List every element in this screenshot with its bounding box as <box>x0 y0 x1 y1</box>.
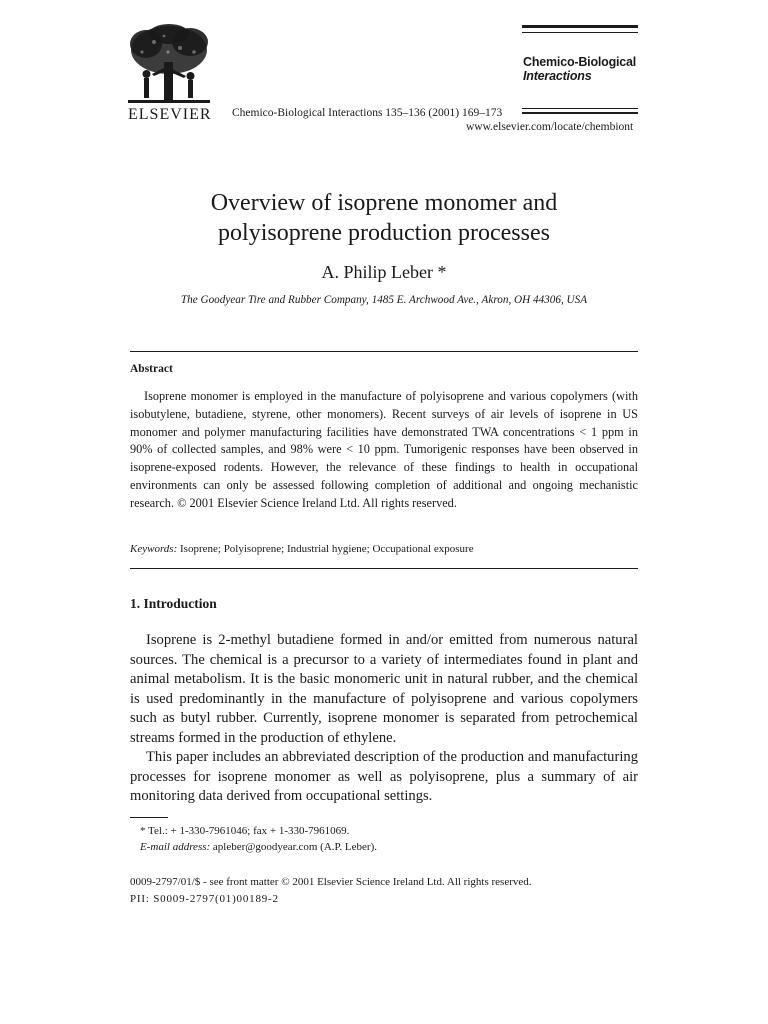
header-rule-top <box>522 25 638 28</box>
abstract-heading: Abstract <box>130 363 173 375</box>
author-affiliation: The Goodyear Tire and Rubber Company, 1485 E. Archwood Ave., Akron, OH 44306, USA <box>180 294 588 306</box>
abstract-top-rule <box>130 351 638 352</box>
footnote-contact: * Tel.: + 1-330-7961046; fax + 1-330-7961069. <box>140 825 350 837</box>
journal-url[interactable]: www.elsevier.com/locate/chembiont <box>466 121 634 133</box>
journal-logo <box>523 55 636 83</box>
journal-logo-line2: Interactions <box>523 69 592 83</box>
header-rule-bottom-thin <box>522 108 638 109</box>
keywords-list: Isoprene; Polyisoprene; Industrial hygiene; Occupational exposure <box>180 543 474 555</box>
elsevier-tree-logo-icon <box>124 22 214 106</box>
email-label: E-mail address: <box>140 841 211 853</box>
copyright-line: 0009-2797/01/$ - see front matter © 2001 Elsevier Science Ireland Ltd. All rights reserved. <box>130 876 532 888</box>
article-title <box>130 188 638 248</box>
abstract-text: Isoprene monomer is employed in the manufacture of polyisoprene and various copolymers (with isobutylene, butadiene, styrene, other monomers). Recent surveys of air levels of isoprene in US monomer and polymer manufacturing facilities have demonstrated TWA concentrations < 1 ppm in 90% of collected samples, and 98% were < 10 ppm. Tumorigenic responses have been observed in isoprene-exposed rodents. However, the relevance of these findings to health in occupational environments can only be assessed following completion of additional and ongoing mechanistic research. © 2001 Elsevier Science Ireland Ltd. All rights reserved. <box>130 389 638 510</box>
abstract-bottom-rule <box>130 568 638 569</box>
section-heading-introduction: 1. Introduction <box>130 596 217 611</box>
publisher-name: ELSEVIER <box>128 106 212 123</box>
author-name: A. Philip Leber * <box>321 262 447 282</box>
footnote-rule <box>130 817 168 818</box>
pii-line: PII: S0009-2797(01)00189-2 <box>130 893 279 905</box>
title-line-1: Overview of isoprene monomer and <box>210 190 558 216</box>
intro-paragraph-1: Isoprene is 2-methyl butadiene formed in and/or emitted from numerous natural sources. The chemical is a precursor to a variety of intermediates found in plant and animal metabolism. It is the basic monomeric unit in natural rubber, and the chemical is used predominantly in the manufacture of polyisoprene and various copolymers such as butyl rubber. Currently, isoprene monomer is separated from petrochemical streams formed in the production of ethylene. <box>130 632 638 746</box>
keywords <box>130 543 474 555</box>
intro-paragraph-2: This paper includes an abbreviated description of the production and manufacturing processes for isoprene monomer as well as polyisoprene, plus a summary of air monitoring data derived from occupational settings. <box>130 749 638 804</box>
email-address[interactable]: apleber@goodyear.com (A.P. Leber). <box>212 841 377 853</box>
journal-citation: Chemico-Biological Interactions 135–136 (2001) 169–173 <box>232 107 503 119</box>
header-rule-top-thin <box>522 32 638 33</box>
title-line-2: polyisoprene production processes <box>218 220 550 246</box>
journal-logo-line1: Chemico-Biological <box>523 55 637 69</box>
footnote-email <box>140 841 377 853</box>
keywords-label: Keywords: <box>130 543 178 555</box>
header-rule-bottom <box>522 112 638 114</box>
